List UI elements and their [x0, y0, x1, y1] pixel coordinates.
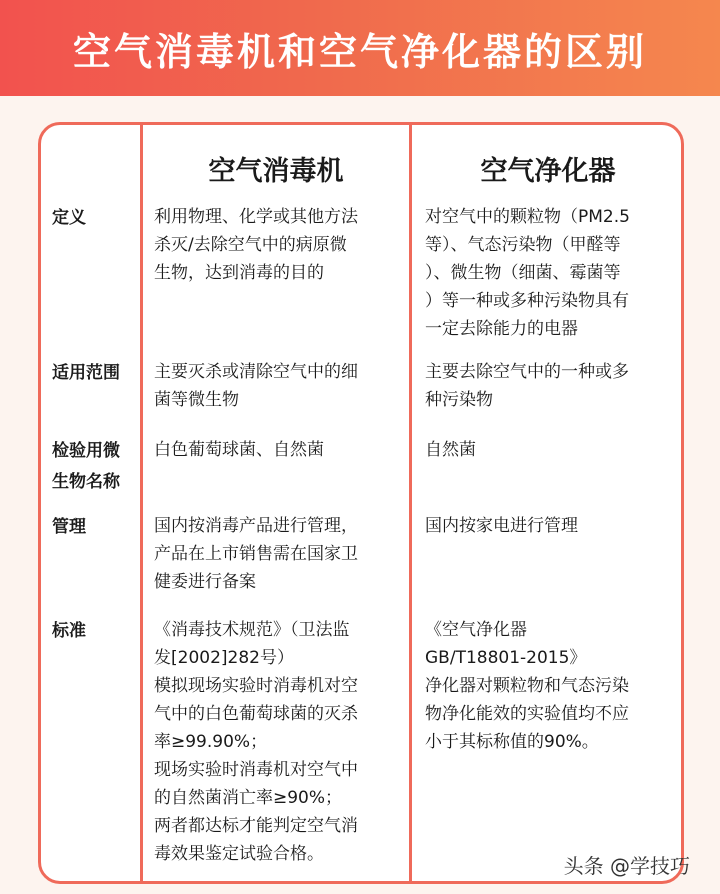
row-label: 定义 — [52, 208, 86, 228]
cell-purifier: 《空气净化器 GB/T18801-2015》 净化器对颗粒物和气态污染 物净化能效的实验值均不应 小于其标称值的90%。 — [425, 620, 629, 752]
comparison-table — [38, 122, 684, 884]
title-banner — [0, 0, 720, 96]
row-label: 适用范围 — [52, 363, 120, 383]
cell-disinfector: 主要灭杀或清除空气中的细 菌等微生物 — [154, 362, 358, 410]
row-label: 标准 — [52, 621, 86, 641]
column-divider — [140, 125, 143, 881]
cell-disinfector: 国内按消毒产品进行管理， 产品在上市销售需在国家卫 健委进行备案 — [154, 516, 358, 592]
cell-purifier: 对空气中的颗粒物（PM2.5 等）、气态污染物（甲醛等 ）、微生物（细菌、霉菌等 ）等一种或多种污染物具有 一定去除能力的电器 — [425, 207, 630, 339]
cell-disinfector: 《消毒技术规范》（卫法监 发[2002]282号） 模拟现场实验时消毒机对空 气中的白色葡萄球菌的灭杀 率≥99.90%； 现场实验时消毒机对空气中 的自然菌消亡率≥90%； 两者都达标才能判定空气消 毒效果鉴定试验合格。 — [154, 620, 358, 864]
row-label: 检验用微 生物名称 — [52, 441, 120, 492]
column-divider — [409, 125, 412, 881]
cell-purifier: 国内按家电进行管理 — [425, 516, 578, 536]
column-header-disinfector: 空气消毒机 — [208, 156, 344, 187]
cell-purifier: 自然菌 — [425, 440, 476, 460]
cell-disinfector: 利用物理、化学或其他方法 杀灭/去除空气中的病原微 生物，达到消毒的目的 — [154, 207, 358, 283]
row-label: 管理 — [52, 517, 86, 537]
cell-disinfector: 白色葡萄球菌、自然菌 — [154, 440, 324, 460]
page-title: 空气消毒机和空气净化器的区别 — [72, 29, 647, 74]
cell-purifier: 主要去除空气中的一种或多 种污染物 — [425, 362, 629, 410]
column-header-purifier: 空气净化器 — [480, 156, 616, 187]
footer-watermark: 头条 @学技巧 — [563, 854, 690, 878]
